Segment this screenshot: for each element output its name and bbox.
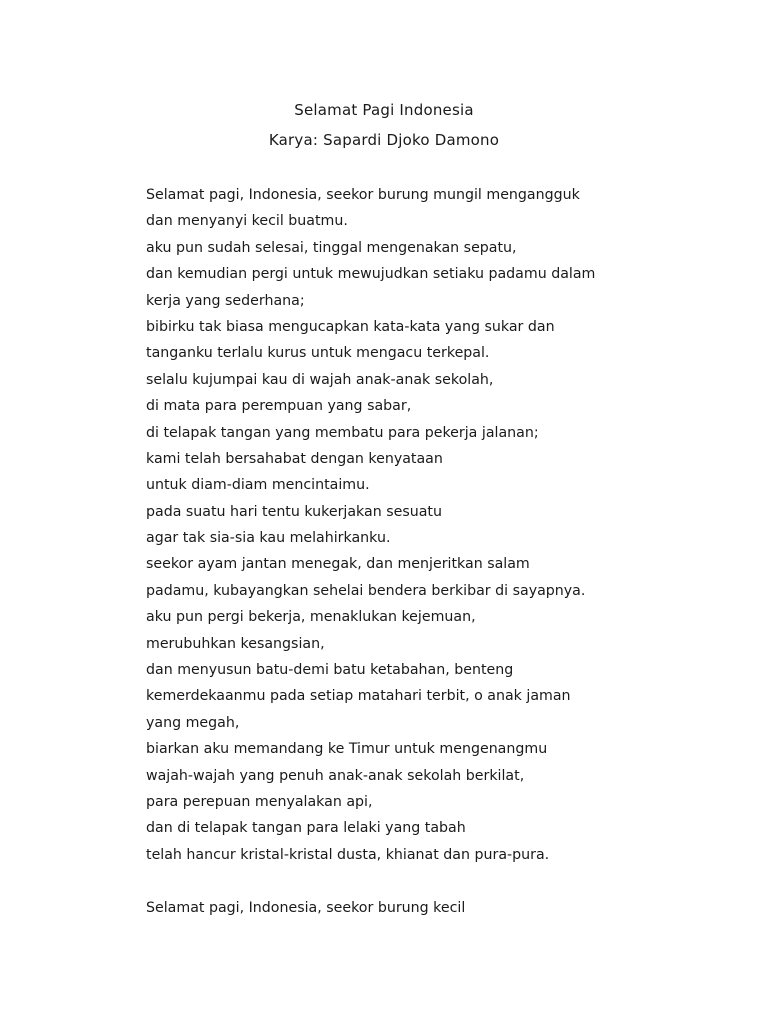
poem-line: Selamat pagi, Indonesia, seekor burung kecil bbox=[146, 899, 466, 916]
poem-line: dan menyusun batu-demi batu ketabahan, benteng bbox=[146, 662, 514, 679]
poem-line: untuk diam-diam mencintaimu. bbox=[146, 477, 370, 494]
poem-line: aku pun sudah selesai, tinggal mengenakan sepatu, bbox=[146, 239, 517, 256]
poem-line: kemerdekaanmu pada setiap matahari terbit, o anak jaman bbox=[146, 688, 571, 705]
poem-line: kami telah bersahabat dengan kenyataan bbox=[146, 450, 443, 467]
poem-line: aku pun pergi bekerja, menaklukan kejemuan, bbox=[146, 609, 476, 626]
poem-line: yang megah, bbox=[146, 714, 240, 731]
poem-line: pada suatu hari tentu kukerjakan sesuatu bbox=[146, 503, 442, 520]
poem-line: biarkan aku memandang ke Timur untuk mengenangmu bbox=[146, 741, 548, 758]
poem-line: dan menyanyi kecil buatmu. bbox=[146, 213, 348, 230]
poem-body bbox=[146, 182, 726, 921]
poem-line: bibirku tak biasa mengucapkan kata-kata yang sukar dan bbox=[146, 318, 555, 335]
poem-line: padamu, kubayangkan sehelai bendera berkibar di sayapnya. bbox=[146, 582, 586, 599]
poem-author: Karya: Sapardi Djoko Damono bbox=[268, 131, 500, 149]
poem-line: dan di telapak tangan para lelaki yang tabah bbox=[146, 820, 466, 837]
poem-line: selalu kujumpai kau di wajah anak-anak sekolah, bbox=[146, 371, 494, 388]
poem-line: para perepuan menyalakan api, bbox=[146, 793, 373, 810]
poem-line: telah hancur kristal-kristal dusta, khianat dan pura-pura. bbox=[146, 846, 550, 863]
poem-title: Selamat Pagi Indonesia bbox=[294, 101, 474, 119]
poem-line: tanganku terlalu kurus untuk mengacu terkepal. bbox=[146, 345, 490, 362]
poem-line: di telapak tangan yang membatu para pekerja jalanan; bbox=[146, 424, 539, 441]
poem-line: agar tak sia-sia kau melahirkanku. bbox=[146, 530, 391, 547]
poem-line: seekor ayam jantan menegak, dan menjeritkan salam bbox=[146, 556, 530, 573]
poem-line: kerja yang sederhana; bbox=[146, 292, 305, 309]
poem-line: wajah-wajah yang penuh anak-anak sekolah berkilat, bbox=[146, 767, 525, 784]
poem-line: di mata para perempuan yang sabar, bbox=[146, 398, 412, 415]
poem-line: dan kemudian pergi untuk mewujudkan setiaku padamu dalam bbox=[146, 266, 596, 283]
stanza-break bbox=[146, 868, 726, 894]
poem-line: merubuhkan kesangsian, bbox=[146, 635, 325, 652]
poem-line: Selamat pagi, Indonesia, seekor burung mungil mengangguk bbox=[146, 187, 580, 203]
